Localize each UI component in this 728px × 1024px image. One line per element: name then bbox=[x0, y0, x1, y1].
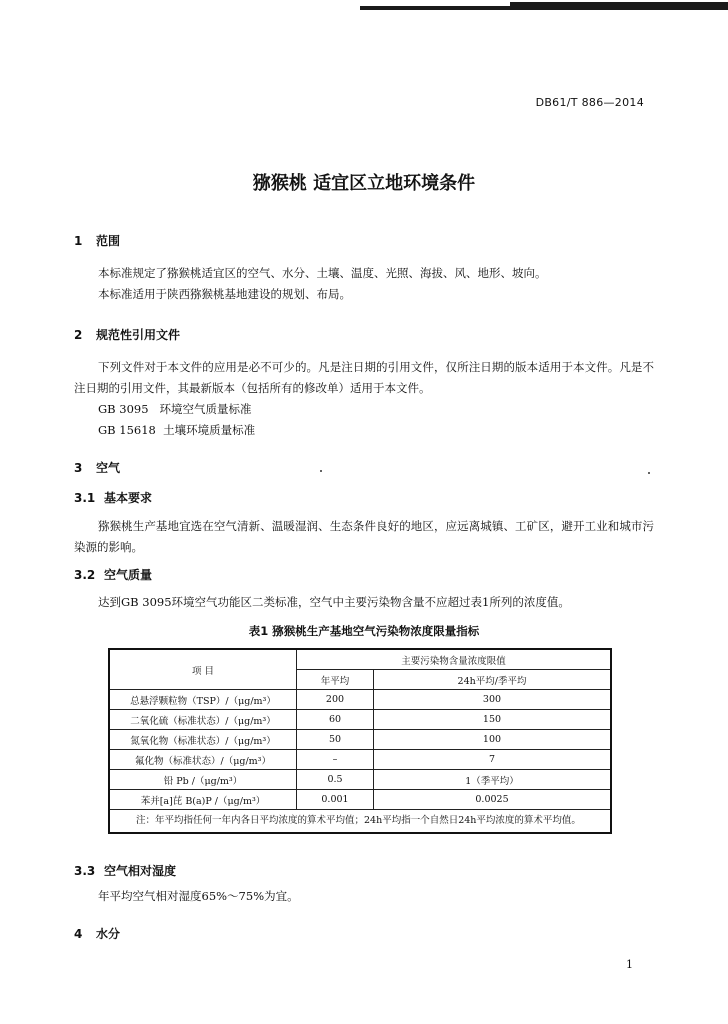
table-note: 注：年平均指任何一年内各日平均浓度的算术平均值；24h平均指一个自然日24h平均浓度的算术平均值。 bbox=[109, 810, 611, 834]
scan-speck bbox=[320, 470, 322, 472]
section-2-heading: 2 规范性引用文件 bbox=[74, 328, 181, 342]
header-daily: 24h平均/季平均 bbox=[374, 670, 612, 690]
section-1-paragraph-2: 本标准适用于陕西猕猴桃基地建设的规划、布局。 bbox=[98, 287, 351, 301]
section-3-3-paragraph: 年平均空气相对湿度65%～75%为宜。 bbox=[98, 889, 299, 903]
table-row: 二氧化硫（标准状态）/（μg/m³） 60 150 bbox=[109, 710, 611, 730]
table-row: 氟化物（标准状态）/（μg/m³） – 7 bbox=[109, 750, 611, 770]
document-code: DB61/T 886—2014 bbox=[535, 96, 644, 109]
section-1-heading: 1 范围 bbox=[74, 234, 121, 248]
section-3-2-heading: 3.2 空气质量 bbox=[74, 568, 153, 582]
header-annual: 年平均 bbox=[297, 670, 374, 690]
table-row: 氮氧化物（标准状态）/（μg/m³） 50 100 bbox=[109, 730, 611, 750]
table-row: 铅 Pb /（μg/m³） 0.5 1（季平均） bbox=[109, 770, 611, 790]
pollutant-limits-table bbox=[108, 648, 612, 834]
section-4-heading: 4 水分 bbox=[74, 927, 121, 941]
section-3-2-paragraph: 达到GB 3095环境空气功能区二类标准，空气中主要污染物含量不应超过表1所列的浓度值。 bbox=[98, 595, 570, 609]
table-row: 总悬浮颗粒物（TSP）/（μg/m³） 200 300 bbox=[109, 690, 611, 710]
header-group: 主要污染物含量浓度限值 bbox=[297, 649, 612, 670]
section-3-1-paragraph: 猕猴桃生产基地宜选在空气清新、温暖湿润、生态条件良好的地区，应远离城镇、工矿区，避开工业和城市污染源的影响。 bbox=[74, 519, 654, 554]
section-1-paragraph-1: 本标准规定了猕猴桃适宜区的空气、水分、土壤、温度、光照、海拔、风、地形、坡向。 bbox=[98, 266, 547, 280]
header-item: 项 目 bbox=[109, 649, 297, 690]
document-title: 猕猴桃 适宜区立地环境条件 bbox=[252, 173, 476, 194]
section-3-3-heading: 3.3 空气相对湿度 bbox=[74, 864, 177, 878]
page-number: 1 bbox=[626, 958, 633, 971]
reference-gb3095: GB 3095 环境空气质量标准 bbox=[98, 402, 252, 416]
scan-edge-artifact bbox=[360, 0, 728, 14]
section-3-heading: 3 空气 bbox=[74, 461, 121, 475]
section-2-paragraph-1: 下列文件对于本文件的应用是必不可少的。凡是注日期的引用文件，仅所注日期的版本适用于本文件。凡是不注日期的引用文件，其最新版本（包括所有的修改单）适用于本文件。 bbox=[74, 360, 654, 395]
table-row: 苯并[a]芘 B(a)P /（μg/m³） 0.001 0.0025 bbox=[109, 790, 611, 810]
reference-gb15618: GB 15618 土壤环境质量标准 bbox=[98, 423, 256, 437]
scan-speck bbox=[648, 472, 650, 474]
table-1-caption: 表1 猕猴桃生产基地空气污染物浓度限量指标 bbox=[248, 624, 480, 638]
section-3-1-heading: 3.1 基本要求 bbox=[74, 491, 153, 505]
